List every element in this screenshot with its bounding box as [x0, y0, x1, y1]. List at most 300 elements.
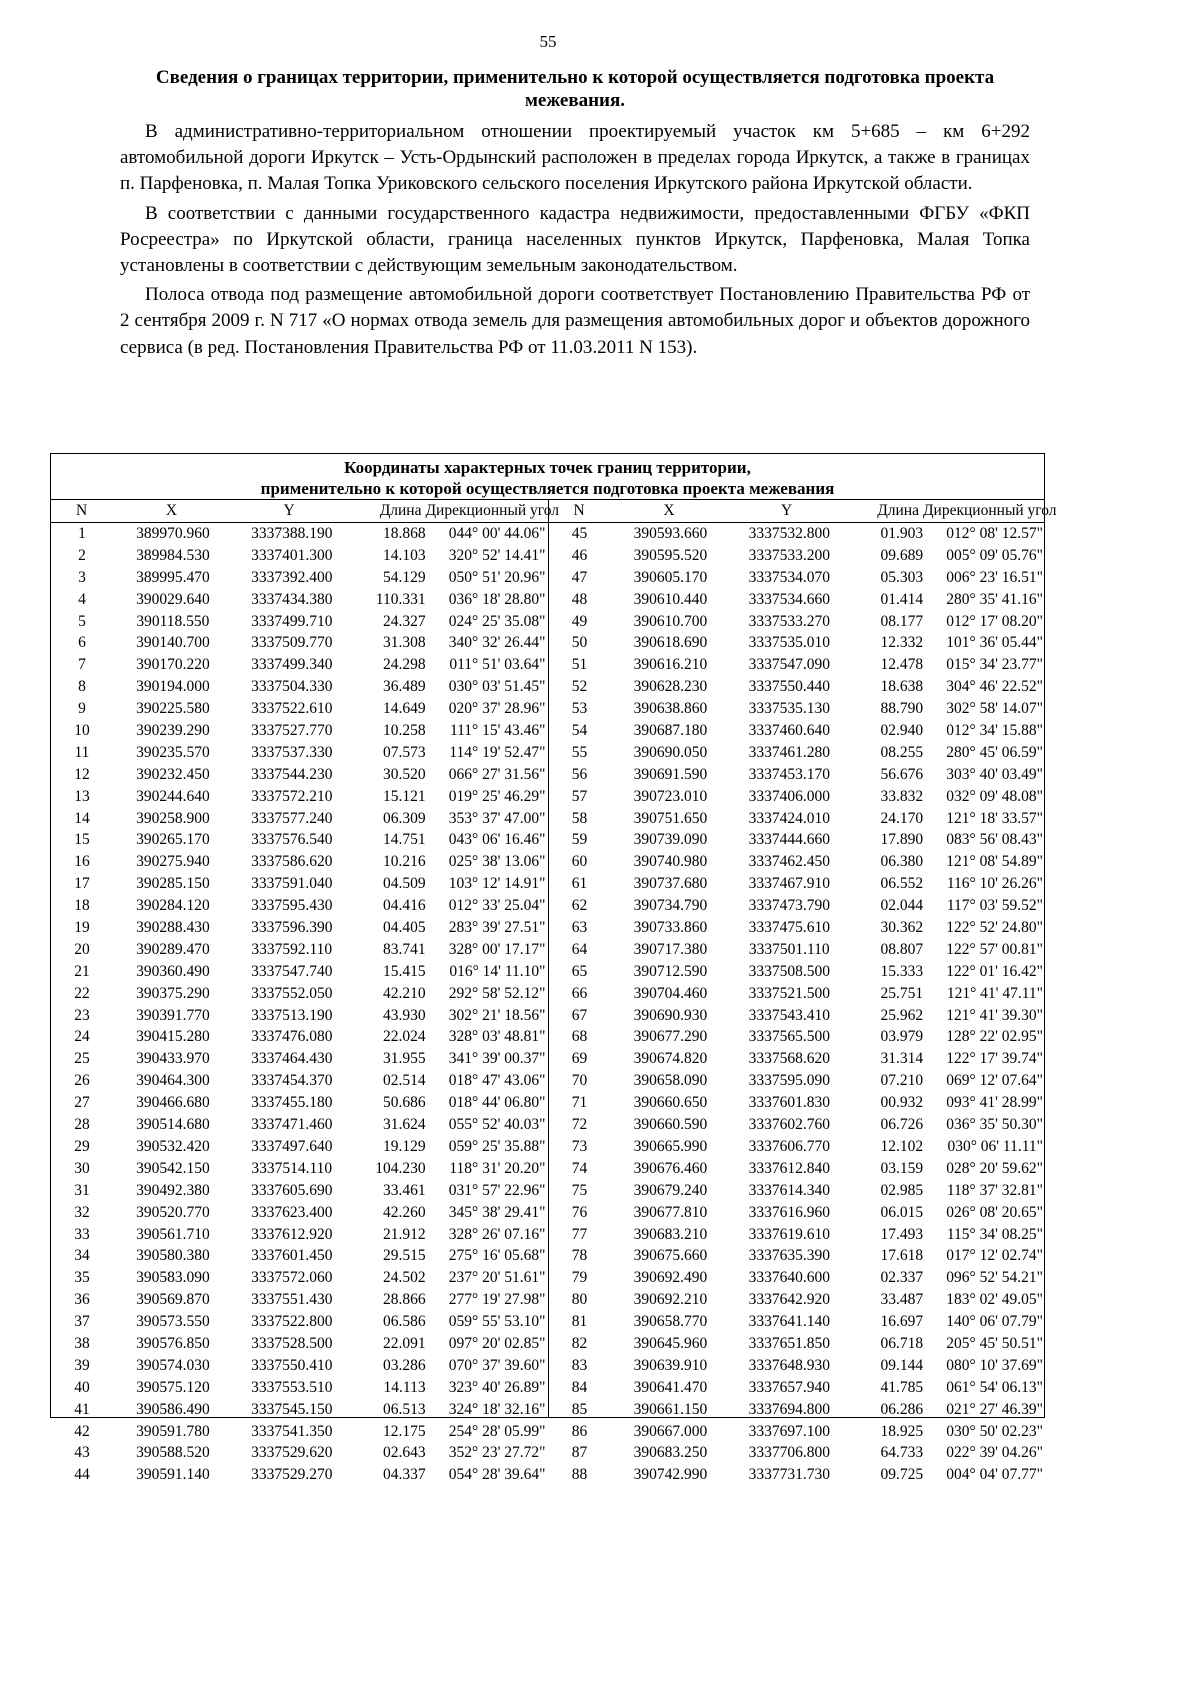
bearing-angle: 031° 57' 22.96": [448, 1181, 546, 1199]
table-row: [549, 1333, 1046, 1355]
y-coordinate: 3337731.730: [748, 1466, 830, 1484]
bearing-angle: 032° 09' 48.08": [946, 787, 1043, 805]
table-row: [51, 1311, 548, 1333]
length: 30.362: [880, 919, 924, 937]
y-coordinate: 3337619.610: [748, 1225, 830, 1243]
point-number: 56: [571, 765, 588, 783]
x-coordinate: 390591.140: [136, 1466, 210, 1484]
point-number: 63: [571, 919, 588, 937]
point-number: 57: [571, 787, 588, 805]
bearing-angle: 020° 37' 28.96": [448, 700, 546, 718]
table-row: [51, 1464, 548, 1486]
length: 18.925: [880, 1422, 924, 1440]
point-number: 33: [74, 1225, 90, 1243]
paragraph: Полоса отвода под размещение автомобильной дороги соответствует Постановлению Правительства РФ от 2 сентября 2009 г. N 717 «О нормах отвода земель для размещения автомобильных дорог и объектов дорожного сервиса (в ред. Постановления Правительства РФ от 11.03.2011 N 153).: [120, 284, 1030, 358]
length: 83.741: [382, 940, 426, 958]
y-coordinate: 3337576.540: [251, 831, 333, 849]
table-row: [51, 1180, 548, 1202]
bearing-angle: 050° 51' 20.96": [448, 568, 546, 586]
bearing-angle: 012° 17' 08.20": [946, 612, 1043, 630]
y-coordinate: 3337706.800: [748, 1444, 830, 1462]
point-number: 35: [74, 1269, 90, 1287]
bearing-angle: 036° 35' 50.30": [946, 1116, 1043, 1134]
bearing-angle: 025° 38' 13.06": [448, 853, 546, 871]
x-coordinate: 390717.380: [633, 940, 708, 958]
y-coordinate: 3337514.110: [251, 1159, 333, 1177]
x-coordinate: 390616.210: [633, 656, 708, 674]
x-coordinate: 390690.050: [633, 743, 708, 761]
length: 04.509: [382, 875, 426, 893]
point-number: 45: [571, 525, 588, 542]
y-coordinate: 3337605.690: [251, 1181, 333, 1199]
table-row: [51, 873, 548, 895]
x-coordinate: 390265.170: [136, 831, 210, 849]
length: 54.129: [382, 568, 426, 586]
point-number: 78: [571, 1247, 588, 1265]
bearing-angle: 030° 06' 11.11": [947, 1137, 1043, 1155]
y-coordinate: 3337552.050: [251, 984, 333, 1002]
x-coordinate: 390275.940: [136, 853, 210, 871]
y-coordinate: 3337529.270: [251, 1466, 333, 1484]
paragraph: В административно-территориальном отношении проектируемый участок км 5+685 – км 6+292 автомобильной дороги Иркутск – Усть-Ордынский расположен в пределах города Иркутск, а также в границах п. Парфеновка, п. Малая Топка Уриковского сельского поселения Иркутского района Иркутской области.: [120, 121, 1030, 195]
section-title: Сведения о границах территории, применительно к которой осуществляется подготовка проекта межевания.: [155, 67, 995, 111]
point-number: 74: [571, 1159, 588, 1177]
length: 24.298: [382, 656, 426, 674]
y-coordinate: 3337541.350: [251, 1422, 333, 1440]
x-coordinate: 390692.490: [633, 1269, 708, 1287]
point-number: 7: [78, 656, 86, 674]
body-text: [120, 119, 1030, 364]
length: 25.962: [880, 1006, 924, 1024]
y-coordinate: 3337577.240: [251, 809, 333, 827]
x-coordinate: 390676.460: [633, 1159, 708, 1177]
length: 42.260: [382, 1203, 426, 1221]
length: 04.337: [382, 1466, 426, 1484]
table-row: [51, 808, 548, 830]
table-row: [51, 632, 548, 654]
x-coordinate: 390639.910: [633, 1356, 708, 1374]
x-coordinate: 390464.300: [136, 1072, 210, 1090]
table-row: [549, 1158, 1046, 1180]
y-coordinate: 3337462.450: [748, 853, 830, 871]
table-row: [549, 720, 1046, 742]
length: 14.113: [383, 1378, 426, 1396]
x-coordinate: 390588.520: [136, 1444, 210, 1462]
length: 31.955: [382, 1050, 426, 1068]
point-number: 58: [571, 809, 588, 827]
x-coordinate: 390532.420: [136, 1137, 210, 1155]
x-coordinate: 390593.660: [633, 525, 708, 542]
y-coordinate: 3337521.500: [748, 984, 830, 1002]
length: 06.726: [880, 1116, 924, 1134]
length: 06.513: [382, 1400, 426, 1418]
column-header-x-coordinate: X: [165, 502, 178, 519]
table-row: [51, 1399, 548, 1421]
point-number: 41: [74, 1400, 90, 1418]
point-number: 72: [571, 1116, 588, 1134]
x-coordinate: 390660.590: [633, 1116, 708, 1134]
bearing-angle: 080° 10' 37.69": [946, 1356, 1043, 1374]
table-row: [51, 1158, 548, 1180]
y-coordinate: 3337406.000: [748, 787, 830, 805]
length: 64.733: [880, 1444, 924, 1462]
bearing-angle: 302° 21' 18.56": [448, 1006, 546, 1024]
point-number: 23: [74, 1006, 90, 1024]
y-coordinate: 3337591.040: [251, 875, 333, 893]
bearing-angle: 111° 15' 43.46": [449, 722, 546, 740]
table-row: [51, 764, 548, 786]
point-number: 14: [74, 809, 90, 827]
x-coordinate: 390580.380: [136, 1247, 210, 1265]
x-coordinate: 390140.700: [136, 634, 210, 652]
paragraph: В соответствии с данными государственного кадастра недвижимости, предоставленными ФГБУ «ФКП Росреестра» по Иркутской области, граница населенных пунктов Иркутск, Парфеновка, Малая Топка установлены в соответствии с действующим земельным законодательством.: [120, 202, 1030, 277]
length: 56.676: [880, 765, 924, 783]
length: 04.416: [382, 897, 426, 915]
table-row: [51, 895, 548, 917]
point-number: 40: [74, 1378, 90, 1396]
table-row: [549, 983, 1046, 1005]
column-header-point-number: N: [573, 502, 585, 519]
length: 50.686: [382, 1094, 426, 1112]
table-row: [51, 654, 548, 676]
length: 12.478: [880, 656, 924, 674]
point-number: 38: [74, 1334, 90, 1352]
bearing-angle: 103° 12' 14.91": [448, 875, 546, 893]
length: 88.790: [880, 700, 924, 718]
length: 02.985: [880, 1181, 924, 1199]
length: 06.718: [880, 1334, 924, 1352]
table-row: [549, 1442, 1046, 1464]
table-row: [549, 698, 1046, 720]
table-row: [549, 917, 1046, 939]
point-number: 86: [571, 1422, 588, 1440]
point-number: 10: [74, 722, 90, 740]
column-header-bearing-angle: Дирекционный угол: [425, 502, 560, 519]
table-row: [549, 1180, 1046, 1202]
point-number: 60: [571, 853, 588, 871]
table-title-line2: применительно к которой осуществляется подготовка проекта межевания: [260, 479, 835, 498]
x-coordinate: 390288.430: [136, 919, 210, 937]
point-number: 18: [74, 897, 90, 915]
length: 18.868: [382, 525, 426, 542]
x-coordinate: 390225.580: [136, 700, 210, 718]
y-coordinate: 3337471.460: [251, 1116, 333, 1134]
x-coordinate: 390576.850: [136, 1334, 210, 1352]
point-number: 87: [571, 1444, 588, 1462]
table-row: [549, 1048, 1046, 1070]
bearing-angle: 054° 28' 39.64": [448, 1466, 546, 1484]
point-number: 44: [74, 1466, 90, 1484]
column-headers: [549, 500, 1057, 523]
bearing-angle: 128° 22' 02.95": [946, 1028, 1043, 1046]
table-row: [549, 1070, 1046, 1092]
point-number: 76: [571, 1203, 588, 1221]
bearing-angle: 140° 06' 07.79": [946, 1313, 1043, 1331]
point-number: 62: [571, 897, 588, 915]
bearing-angle: 114° 19' 52.47": [449, 743, 546, 761]
table-row: [549, 961, 1046, 983]
length: 06.552: [880, 875, 924, 893]
length: 31.308: [382, 634, 426, 652]
bearing-angle: 101° 36' 05.44": [946, 634, 1043, 652]
table-row: [549, 1267, 1046, 1289]
bearing-angle: 028° 20' 59.62": [946, 1159, 1043, 1177]
column-headers: [51, 500, 560, 523]
y-coordinate: 3337501.110: [748, 940, 830, 958]
point-number: 47: [571, 568, 588, 586]
table-row: [549, 786, 1046, 808]
column-header-length: Длина: [379, 502, 422, 519]
length: 104.230: [375, 1159, 426, 1177]
x-coordinate: 390677.810: [633, 1203, 708, 1221]
point-number: 6: [78, 634, 86, 652]
table-row: [549, 1289, 1046, 1311]
bearing-angle: 116° 10' 26.26": [946, 875, 1043, 893]
y-coordinate: 3337657.940: [748, 1378, 830, 1396]
bearing-angle: 055° 52' 40.03": [448, 1116, 546, 1134]
bearing-angle: 012° 08' 12.57": [946, 525, 1043, 542]
length: 08.807: [880, 940, 924, 958]
bearing-angle: 183° 02' 49.05": [946, 1291, 1043, 1309]
y-coordinate: 3337651.850: [748, 1334, 830, 1352]
x-coordinate: 390667.000: [633, 1422, 708, 1440]
table-row: [51, 786, 548, 808]
table-row: [549, 1399, 1046, 1421]
point-number: 16: [74, 853, 90, 871]
length: 12.102: [880, 1137, 924, 1155]
length: 24.502: [382, 1269, 426, 1287]
column-header-length: Длина: [877, 502, 919, 519]
length: 41.785: [880, 1378, 924, 1396]
bearing-angle: 254° 28' 05.99": [448, 1422, 546, 1440]
table-row: [549, 808, 1046, 830]
length: 03.159: [880, 1159, 924, 1177]
y-coordinate: 3337641.140: [748, 1313, 830, 1331]
x-coordinate: 389970.960: [136, 525, 210, 542]
table-row: [549, 1355, 1046, 1377]
y-coordinate: 3337434.380: [251, 590, 333, 608]
length: 10.258: [382, 722, 426, 740]
column-header-point-number: N: [76, 502, 88, 519]
y-coordinate: 3337601.830: [748, 1094, 830, 1112]
point-number: 54: [571, 722, 588, 740]
point-number: 83: [571, 1356, 588, 1374]
x-coordinate: 390739.090: [633, 831, 708, 849]
length: 05.303: [880, 568, 924, 586]
length: 08.177: [880, 612, 924, 630]
table-row: [51, 1421, 548, 1443]
bearing-angle: 328° 00' 17.17": [448, 940, 546, 958]
bearing-angle: 030° 03' 51.45": [448, 678, 546, 696]
y-coordinate: 3337612.920: [251, 1225, 333, 1243]
x-coordinate: 390737.680: [633, 875, 708, 893]
coordinates-table: [50, 453, 1057, 1484]
x-coordinate: 390391.770: [136, 1006, 210, 1024]
bearing-angle: 036° 18' 28.80": [448, 590, 546, 608]
x-coordinate: 390687.180: [633, 722, 708, 740]
length: 31.624: [382, 1116, 426, 1134]
y-coordinate: 3337522.800: [251, 1313, 333, 1331]
bearing-angle: 024° 25' 35.08": [448, 612, 546, 630]
y-coordinate: 3337533.270: [748, 612, 830, 630]
point-number: 79: [571, 1269, 588, 1287]
table-row: [549, 851, 1046, 873]
point-number: 85: [571, 1400, 588, 1418]
point-number: 32: [74, 1203, 90, 1221]
length: 06.309: [382, 809, 426, 827]
bearing-angle: 022° 39' 04.26": [946, 1444, 1043, 1462]
length: 14.751: [382, 831, 426, 849]
bearing-angle: 122° 17' 39.74": [946, 1050, 1043, 1068]
y-coordinate: 3337467.910: [748, 875, 830, 893]
table-row: [549, 545, 1046, 567]
x-coordinate: 390675.660: [633, 1247, 708, 1265]
table-row: [51, 698, 548, 720]
table-row: [51, 961, 548, 983]
y-coordinate: 3337534.070: [748, 568, 830, 586]
bearing-angle: 302° 58' 14.07": [946, 700, 1043, 718]
point-number: 24: [74, 1028, 90, 1046]
column-header-bearing-angle: Дирекционный угол: [922, 502, 1057, 519]
point-number: 9: [78, 700, 86, 718]
y-coordinate: 3337532.800: [748, 525, 830, 542]
x-coordinate: 390628.230: [633, 678, 708, 696]
table-row: [51, 742, 548, 764]
length: 110.331: [375, 590, 426, 608]
table-row: [51, 1202, 548, 1224]
table-title: [51, 454, 1044, 500]
table-row: [51, 676, 548, 698]
bearing-angle: 340° 32' 26.44": [448, 634, 546, 652]
point-number: 77: [571, 1225, 588, 1243]
y-coordinate: 3337453.170: [748, 765, 830, 783]
length: 15.333: [880, 962, 924, 980]
point-number: 68: [571, 1028, 588, 1046]
length: 02.514: [382, 1072, 426, 1090]
bearing-angle: 019° 25' 46.29": [448, 787, 546, 805]
length: 42.210: [382, 984, 426, 1002]
y-coordinate: 3337529.620: [251, 1444, 333, 1462]
point-number: 19: [74, 919, 90, 937]
x-coordinate: 389995.470: [136, 568, 210, 586]
table-row: [51, 829, 548, 851]
y-coordinate: 3337572.210: [251, 787, 333, 805]
y-coordinate: 3337694.800: [748, 1400, 830, 1418]
bearing-angle: 015° 34' 23.77": [946, 656, 1043, 674]
bearing-angle: 096° 52' 54.21": [946, 1269, 1043, 1287]
point-number: 31: [74, 1181, 90, 1199]
point-number: 59: [571, 831, 588, 849]
y-coordinate: 3337497.640: [251, 1137, 333, 1155]
length: 06.286: [880, 1400, 924, 1418]
table-row: [549, 1421, 1046, 1443]
x-coordinate: 390239.290: [136, 722, 210, 740]
point-number: 75: [571, 1181, 588, 1199]
y-coordinate: 3337595.090: [748, 1072, 830, 1090]
point-number: 15: [74, 831, 90, 849]
table-row: [51, 545, 548, 567]
x-coordinate: 390583.090: [136, 1269, 210, 1287]
column-header-y-coordinate: Y: [283, 502, 295, 519]
bearing-angle: 283° 39' 27.51": [448, 919, 546, 937]
x-coordinate: 390586.490: [136, 1400, 210, 1418]
table-row: [51, 1114, 548, 1136]
y-coordinate: 3337553.510: [251, 1378, 333, 1396]
x-coordinate: 390360.490: [136, 962, 210, 980]
length: 30.520: [382, 765, 426, 783]
length: 24.327: [382, 612, 426, 630]
length: 17.493: [880, 1225, 924, 1243]
x-coordinate: 390170.220: [136, 656, 210, 674]
bearing-angle: 328° 03' 48.81": [448, 1028, 546, 1046]
x-coordinate: 390118.550: [136, 612, 210, 630]
y-coordinate: 3337455.180: [251, 1094, 333, 1112]
bearing-angle: 043° 06' 16.46": [448, 831, 546, 849]
length: 04.405: [382, 919, 426, 937]
length: 33.487: [880, 1291, 924, 1309]
length: 01.903: [880, 525, 924, 542]
point-number: 71: [571, 1094, 588, 1112]
y-coordinate: 3337454.370: [251, 1072, 333, 1090]
x-coordinate: 390740.980: [633, 853, 708, 871]
y-coordinate: 3337642.920: [748, 1291, 830, 1309]
point-number: 8: [78, 678, 86, 696]
x-coordinate: 390658.090: [633, 1072, 708, 1090]
length: 08.255: [880, 743, 924, 761]
x-coordinate: 390492.380: [136, 1181, 210, 1199]
y-coordinate: 3337444.660: [748, 831, 830, 849]
point-number: 52: [571, 678, 588, 696]
point-number: 49: [571, 612, 588, 630]
table-row: [51, 1355, 548, 1377]
x-coordinate: 390574.030: [136, 1356, 210, 1374]
y-coordinate: 3337392.400: [251, 568, 333, 586]
bearing-angle: 275° 16' 05.68": [448, 1247, 546, 1265]
x-coordinate: 390194.000: [136, 678, 210, 696]
table-row: [549, 829, 1046, 851]
length: 33.461: [382, 1181, 426, 1199]
point-number: 82: [571, 1334, 588, 1352]
length: 02.337: [880, 1269, 924, 1287]
point-number: 37: [74, 1313, 90, 1331]
x-coordinate: 390690.930: [633, 1006, 708, 1024]
point-number: 51: [571, 656, 588, 674]
length: 12.332: [880, 634, 924, 652]
length: 06.015: [880, 1203, 924, 1221]
bearing-angle: 341° 39' 00.37": [448, 1050, 546, 1068]
y-coordinate: 3337464.430: [251, 1050, 333, 1068]
table-row: [549, 939, 1046, 961]
point-number: 84: [571, 1378, 588, 1396]
bearing-angle: 006° 23' 16.51": [946, 568, 1043, 586]
bearing-angle: 118° 31' 20.20": [449, 1159, 546, 1177]
table-row: [549, 764, 1046, 786]
table-left-half: [51, 500, 560, 1484]
x-coordinate: 390029.640: [136, 590, 210, 608]
y-coordinate: 3337596.390: [251, 919, 333, 937]
table-row: [51, 1026, 548, 1048]
length: 16.697: [880, 1313, 924, 1331]
x-coordinate: 390520.770: [136, 1203, 210, 1221]
point-number: 1: [78, 525, 86, 542]
y-coordinate: 3337522.610: [251, 700, 333, 718]
bearing-angle: 059° 55' 53.10": [448, 1313, 546, 1331]
length: 00.932: [880, 1094, 924, 1112]
length: 43.930: [382, 1006, 426, 1024]
table-row: [51, 1224, 548, 1246]
length: 22.024: [382, 1028, 426, 1046]
y-coordinate: 3337499.710: [251, 612, 333, 630]
